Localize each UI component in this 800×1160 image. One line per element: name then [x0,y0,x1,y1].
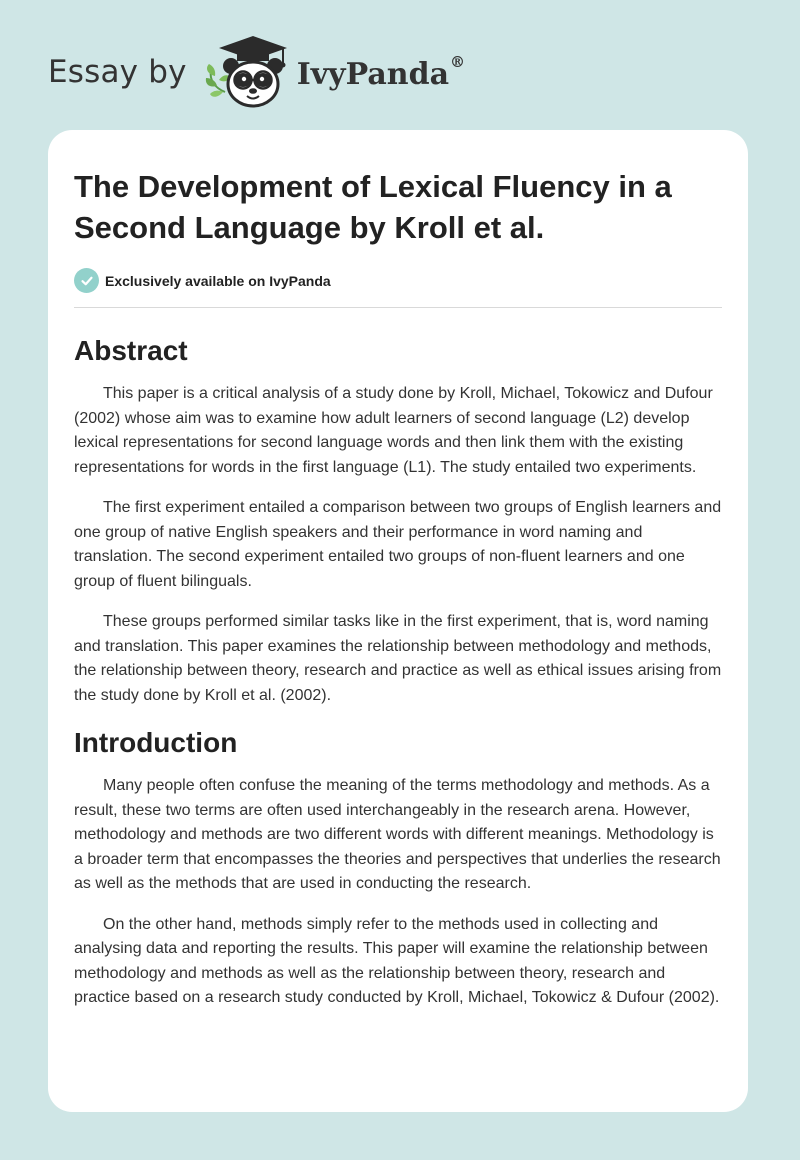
site-header [48,34,465,110]
panda-logo-icon[interactable] [203,34,293,110]
abstract-paragraph: This paper is a critical analysis of a study done by Kroll, Michael, Tokowicz and Dufour (2002) whose aim was to examine how adult learners of second language (L2) develop lexical representations for second language words and then link them with the existing representations for words in the first language (L1). The study entailed two experiments. [74,385,713,476]
introduction-heading: Introduction [74,727,238,758]
essay-by-label: Essay by [48,54,187,90]
check-icon [74,268,99,293]
abstract-paragraph: The first experiment entailed a comparison between two groups of English learners and one group of native English speakers and their performance in word naming and translation. The second experiment entailed two groups of non-fluent learners and one group of fluent bilinguals. [74,499,722,590]
essay-title: The Development of Lexical Fluency in a Second Language by Kroll et al. [74,169,672,245]
brand-text: IvyPanda [296,56,450,92]
abstract-paragraph: These groups performed similar tasks like in the first experiment, that is, word naming and translation. This paper examines the relationship between methodology and methods, the relationship between theory, research and practice as well as ethical issues arising from the study done by Kroll et al. (2002). [74,613,722,704]
registered-mark: ® [450,52,466,71]
introduction-paragraph: Many people often confuse the meaning of the terms methodology and methods. As a result, these two terms are often used interchangeably in the research arena. However, methodology and methods are two different words with different meanings. Methodology is a broader term that encompasses the theories and perspectives that underlies the research as well as the methods that are used in conducting the research. [74,777,721,892]
abstract-heading: Abstract [74,335,188,366]
introduction-paragraph: On the other hand, methods simply refer to the methods used in collecting and analysing data and reporting the results. This paper will examine the relationship between methodology and methods as well as the relationship between theory, research and practice based on a research study conducted by Kroll, Michael, Tokowicz & Dufour (2002). [74,915,720,1006]
brand-name [296,52,466,92]
exclusive-label: Exclusively available on IvyPanda [105,272,331,289]
exclusive-badge [74,268,722,308]
essay-card [48,130,748,1112]
